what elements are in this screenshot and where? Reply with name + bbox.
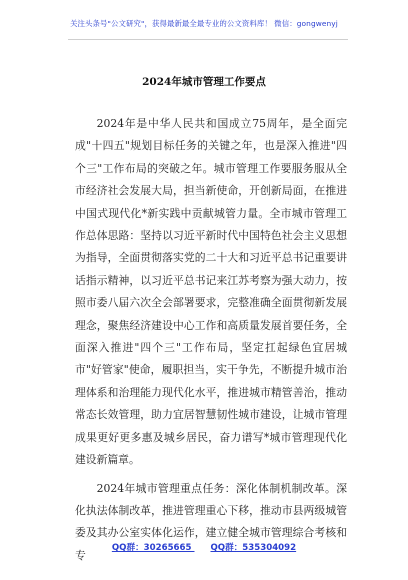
document-title: 2024年城市管理工作要点	[142, 76, 266, 88]
paragraph: 2024年城市管理重点任务：深化体制机制改革。深化执法体制改革，推进管理重心下移，推动市县两级城管委及其办公室实体化运作，建立健全城市管理综合考核和专	[75, 481, 347, 562]
paragraph: 2024年是中华人民共和国成立75周年，是全面完成"十四五"规划目标任务的关键之年，也是深入推进"四个三"工作布局的突破之年。城市管理工作要服务服从全市经济社会发展大局，担当新使命，开创新局面，在推进中国式现代化*新实践中贡献城管力量。全市城市管理工作总体思路：坚持以习近平新时代中国特色社会主义思想为指导，全面贯彻落实党的二十大和习近平总书记重要讲话指示精神，以习近平总书记来江苏考察为强大动力，按照市委八届六次全会部署要求，完整准确全面贯彻新发展理念，聚焦经济建设中心工作和高质量发展首要任务，全面深入推进"四个三"工作布局，坚定扛起绿色宜居城市"好管家"使命，履职担当，实干争先，不断提升城市治理体系和治理能力现代化水平，推进城市精管善治，推动常态长效管理，助力宜居智慧韧性城市建设，让城市管理成果更好更多惠及城乡居民，奋力谱写*城市管理现代化建设新篇章。	[75, 117, 347, 467]
header-divider	[68, 39, 348, 40]
qq-group-link[interactable]: QQ群：535304092	[210, 543, 297, 553]
header-banner: 关注头条号"公文研究"，获得最新最全最专业的公文资料库！ 微信：gongwenyj	[70, 19, 338, 28]
document-body	[75, 113, 347, 567]
footer-contacts	[0, 541, 408, 553]
qq-group-link[interactable]: QQ群：30265665	[111, 543, 192, 553]
